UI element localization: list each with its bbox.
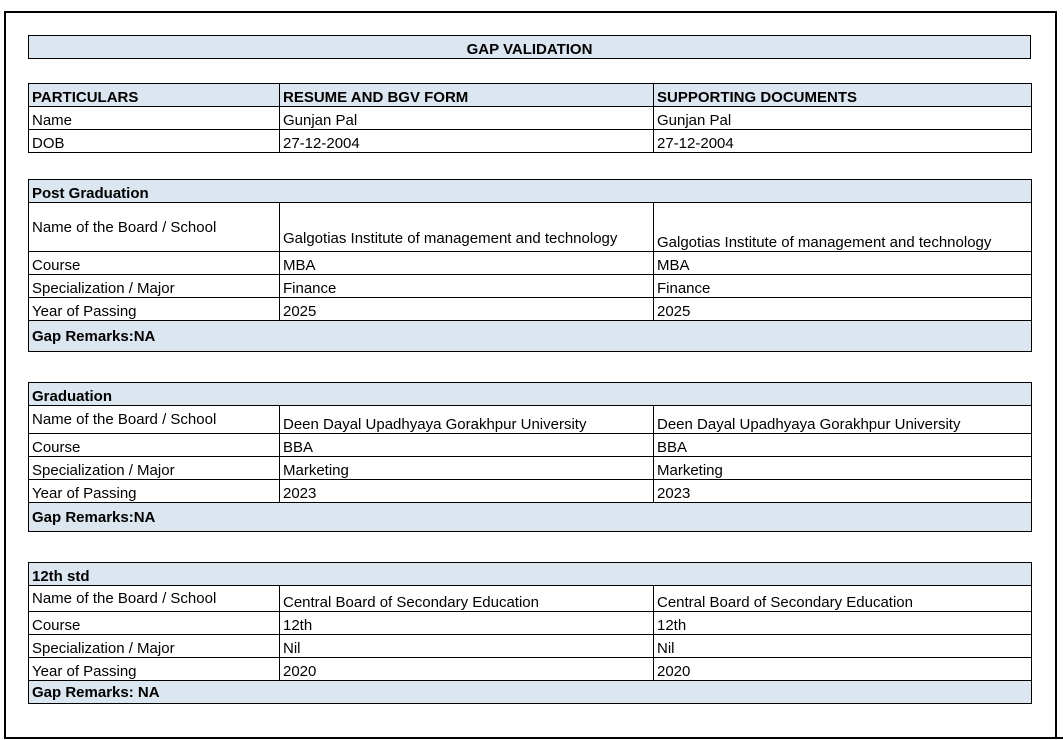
row-resume-value: Central Board of Secondary Education bbox=[280, 586, 654, 612]
gap-remarks: Gap Remarks:NA bbox=[29, 503, 1032, 532]
header-particulars: PARTICULARS bbox=[29, 84, 280, 107]
row-docs-value: 2025 bbox=[654, 298, 1032, 321]
row-resume-value: MBA bbox=[280, 252, 654, 275]
title-table bbox=[28, 35, 1031, 59]
row-docs-value: Galgotias Institute of management and technology bbox=[654, 203, 1032, 252]
row-resume-value: 27-12-2004 bbox=[280, 130, 654, 153]
table-row bbox=[29, 434, 1032, 457]
column-header-row bbox=[29, 84, 1032, 107]
table-row bbox=[29, 586, 1032, 612]
row-label: Year of Passing bbox=[29, 298, 280, 321]
row-label: DOB bbox=[29, 130, 280, 153]
row-label: Name of the Board / School bbox=[29, 406, 280, 434]
row-resume-value: 2020 bbox=[280, 658, 654, 681]
row-resume-value: Nil bbox=[280, 635, 654, 658]
table-row bbox=[29, 612, 1032, 635]
row-docs-value: 27-12-2004 bbox=[654, 130, 1032, 153]
frame-bottom-border bbox=[4, 737, 1063, 739]
row-resume-value: 12th bbox=[280, 612, 654, 635]
table-row bbox=[29, 252, 1032, 275]
row-label: Specialization / Major bbox=[29, 275, 280, 298]
header-docs: SUPPORTING DOCUMENTS bbox=[654, 84, 1032, 107]
table-row bbox=[29, 406, 1032, 434]
row-label: Specialization / Major bbox=[29, 635, 280, 658]
row-label: Course bbox=[29, 434, 280, 457]
row-docs-value: BBA bbox=[654, 434, 1032, 457]
table-row bbox=[29, 203, 1032, 252]
row-resume-value: BBA bbox=[280, 434, 654, 457]
row-label: Course bbox=[29, 612, 280, 635]
row-docs-value: 12th bbox=[654, 612, 1032, 635]
row-docs-value: Gunjan Pal bbox=[654, 107, 1032, 130]
table-row bbox=[29, 635, 1032, 658]
row-resume-value: Galgotias Institute of management and technology bbox=[280, 203, 654, 252]
table-row bbox=[29, 107, 1032, 130]
table-row bbox=[29, 457, 1032, 480]
row-docs-value: 2020 bbox=[654, 658, 1032, 681]
page-title: GAP VALIDATION bbox=[29, 36, 1031, 59]
gap-remarks: Gap Remarks:NA bbox=[29, 321, 1032, 352]
row-label: Name of the Board / School bbox=[29, 203, 280, 252]
row-label: Year of Passing bbox=[29, 658, 280, 681]
row-resume-value: Marketing bbox=[280, 457, 654, 480]
row-resume-value: 2023 bbox=[280, 480, 654, 503]
row-resume-value: Finance bbox=[280, 275, 654, 298]
row-label: Name bbox=[29, 107, 280, 130]
section-heading: Post Graduation bbox=[29, 180, 1032, 203]
row-docs-value: Finance bbox=[654, 275, 1032, 298]
table-row bbox=[29, 480, 1032, 503]
row-resume-value: Gunjan Pal bbox=[280, 107, 654, 130]
table-row bbox=[29, 298, 1032, 321]
twelfth-std-table bbox=[28, 562, 1032, 704]
post-graduation-table bbox=[28, 179, 1032, 352]
row-docs-value: Marketing bbox=[654, 457, 1032, 480]
row-resume-value: Deen Dayal Upadhyaya Gorakhpur University bbox=[280, 406, 654, 434]
header-resume: RESUME AND BGV FORM bbox=[280, 84, 654, 107]
graduation-table bbox=[28, 382, 1032, 532]
row-docs-value: Central Board of Secondary Education bbox=[654, 586, 1032, 612]
section-heading: Graduation bbox=[29, 383, 1032, 406]
table-row bbox=[29, 658, 1032, 681]
row-docs-value: 2023 bbox=[654, 480, 1032, 503]
row-label: Course bbox=[29, 252, 280, 275]
row-label: Name of the Board / School bbox=[29, 586, 280, 612]
row-docs-value: Deen Dayal Upadhyaya Gorakhpur University bbox=[654, 406, 1032, 434]
row-docs-value: MBA bbox=[654, 252, 1032, 275]
row-label: Year of Passing bbox=[29, 480, 280, 503]
gap-remarks: Gap Remarks: NA bbox=[29, 681, 1032, 704]
section-heading: 12th std bbox=[29, 563, 1032, 586]
row-resume-value: 2025 bbox=[280, 298, 654, 321]
personal-table bbox=[28, 83, 1032, 153]
table-row bbox=[29, 130, 1032, 153]
row-docs-value: Nil bbox=[654, 635, 1032, 658]
table-row bbox=[29, 275, 1032, 298]
row-label: Specialization / Major bbox=[29, 457, 280, 480]
